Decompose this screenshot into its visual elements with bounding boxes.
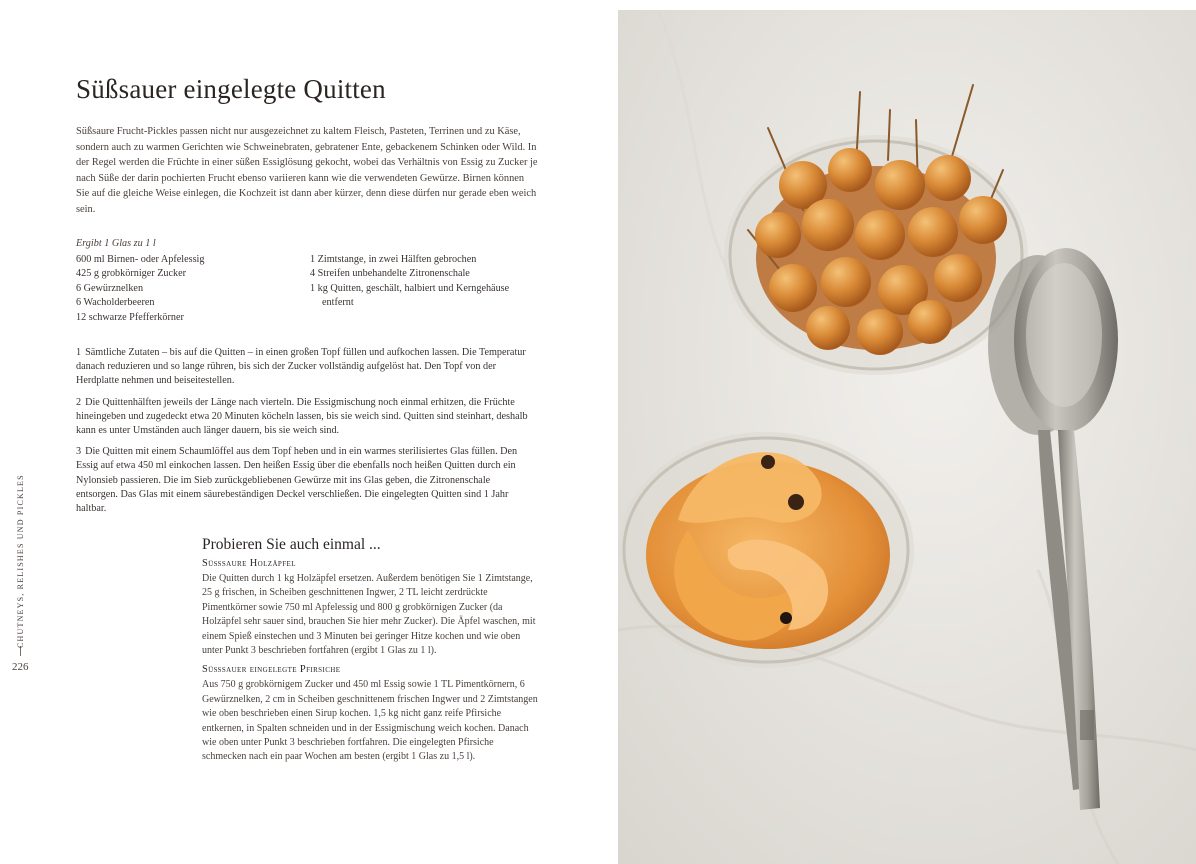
ingredient-item: 425 g grobkörniger Zucker [76,268,187,280]
section-label: CHUTNEYS, RELISHES UND PICKLES [16,474,25,648]
ingredient-item: 4 Streifen unbehandelte Zitronenschale [310,268,470,280]
step-number: 2 [76,396,82,408]
recipe-yield: Ergibt 1 Glas zu 1 l [76,238,156,249]
ingredient-item: entfernt [322,297,354,309]
method-step [76,346,528,389]
step-text: Sämtliche Zutaten – bis auf die Quitten – in einen großen Topf füllen und aufkochen lassen. Die Temperatur danach reduzieren und so lange rühren, bis sich der Zucker vollständig aufgelöst hat. Den Topf von der Herdplatte nehmen und beiseitestellen. [76,347,526,387]
variant-text: Aus 750 g grobkörnigem Zucker und 450 ml Essig sowie 1 TL Pimentkörnern, 6 Gewürznelken, 2 cm in Scheiben geschnittenem frischen Ingwer und 2 Zimtstangen wie oben beschrieben einen Sirup kochen. 1,5 kg nicht ganz reife Pfirsiche entkernen, in Spalten schneiden und in der Essigmischung weich kochen. Danach wie oben unter Punkt 3 beschrieben fortfahren. Die eingelegten Pfirsiche schmecken nach ein paar Wochen am besten (ergibt 1 Glas zu 1,5 l). [202,679,538,763]
recipe-title: Süßsauer eingelegte Quitten [76,74,386,104]
variant-title: Süßsauer eingelegte Pfirsiche [202,664,341,676]
ingredient-item: 6 Gewürznelken [76,282,144,294]
quince-bowl [618,432,914,668]
method-step [76,445,528,516]
recipe-intro: Süßsaure Frucht-Pickles passen nicht nur ausgezeichnet zu kaltem Fleisch, Pasteten, Terrinen und zu Käse, sondern auch zu warmen Gerichten wie Schweinebraten, gebratener Ente, gebackenem Schinken oder Wild. In der Regel werden die Früchte in einer süßen Essiglösung gekocht, wobei das Verhältnis von Essig zu Zucker je nach Süße der darin pochierten Frucht ebenso variieren kann wie die verwendeten Gewürze. Birnen können Sie auf die gleiche Weise einlegen, die Kochzeit ist dann aber kürzer, denn diese dürfen nur gerade eben weich sein. [76,126,538,215]
ingredient-item: 1 kg Quitten, geschält, halbiert und Kerngehäuse [310,282,510,294]
method-step [76,396,528,439]
variant-text: Die Quitten durch 1 kg Holzäpfel ersetzen. Außerdem benötigen Sie 1 Zimtstange, 25 g frischen, in Scheiben geschnittenen Ingwer, 2 TL leicht zerdrückte Pimentkörner sowie 750 ml Apfelessig und 800 g grobkörnigen Zucker (da Holzäpfel sehr sauer sind, brauchen Sie hier mehr Zucker). Die Äpfel waschen, mit einem Spieß einstechen und 3 Minuten bei geringer Hitze kochen und wie oben unter Punkt 3 beschrieben fortfahren (ergibt 1 Glas zu 1 l). [202,573,536,657]
try-also-box [202,536,538,771]
variant-title: Süßsaure Holzäpfel [202,558,296,569]
ingredients-right [310,253,542,311]
ingredients-left [76,253,296,325]
method-steps [76,346,528,523]
page-number: 226 [12,661,29,673]
ingredient-item: 1 Zimtstange, in zwei Hälften gebrochen [310,254,477,265]
step-number: 3 [76,446,82,458]
ingredient-item: 6 Wacholderbeeren [76,297,155,309]
step-text: Die Quitten mit einem Schaumlöffel aus dem Topf heben und in ein warmes sterilisiertes Glas füllen. Den Essig auf etwa 450 ml einkochen lassen. Den heißen Essig über die ebenfalls noch heißen Quitten durch ein Nylonsieb passieren. Die im Sieb zurückgebliebenen Gewürze mit ins Glas geben, die Zitronenschale entsorgen. Das Glas mit einem säurebeständigen Deckel verschließen. Die eingelegten Quitten sind 1 Jahr haltbar. [76,446,518,515]
step-number: 1 [76,347,82,358]
ingredient-item: 12 schwarze Pfefferkörner [76,311,184,323]
ingredient-item: 600 ml Birnen- oder Apfelessig [76,254,205,265]
step-text: Die Quittenhälften jeweils der Länge nach vierteln. Die Essigmischung noch einmal erhitzen, die Früchte hineingeben und zugedeckt etwa 20 Minuten köcheln lassen, bis sie weich sind. Quitten sind steinhart, deshalb kann es unter Umständen auch länger dauern, bis sie weich sind. [76,396,528,437]
try-also-heading: Probieren Sie auch einmal ... [202,536,381,553]
food-photo-illustration [618,10,1196,864]
food-photo [618,10,1196,864]
